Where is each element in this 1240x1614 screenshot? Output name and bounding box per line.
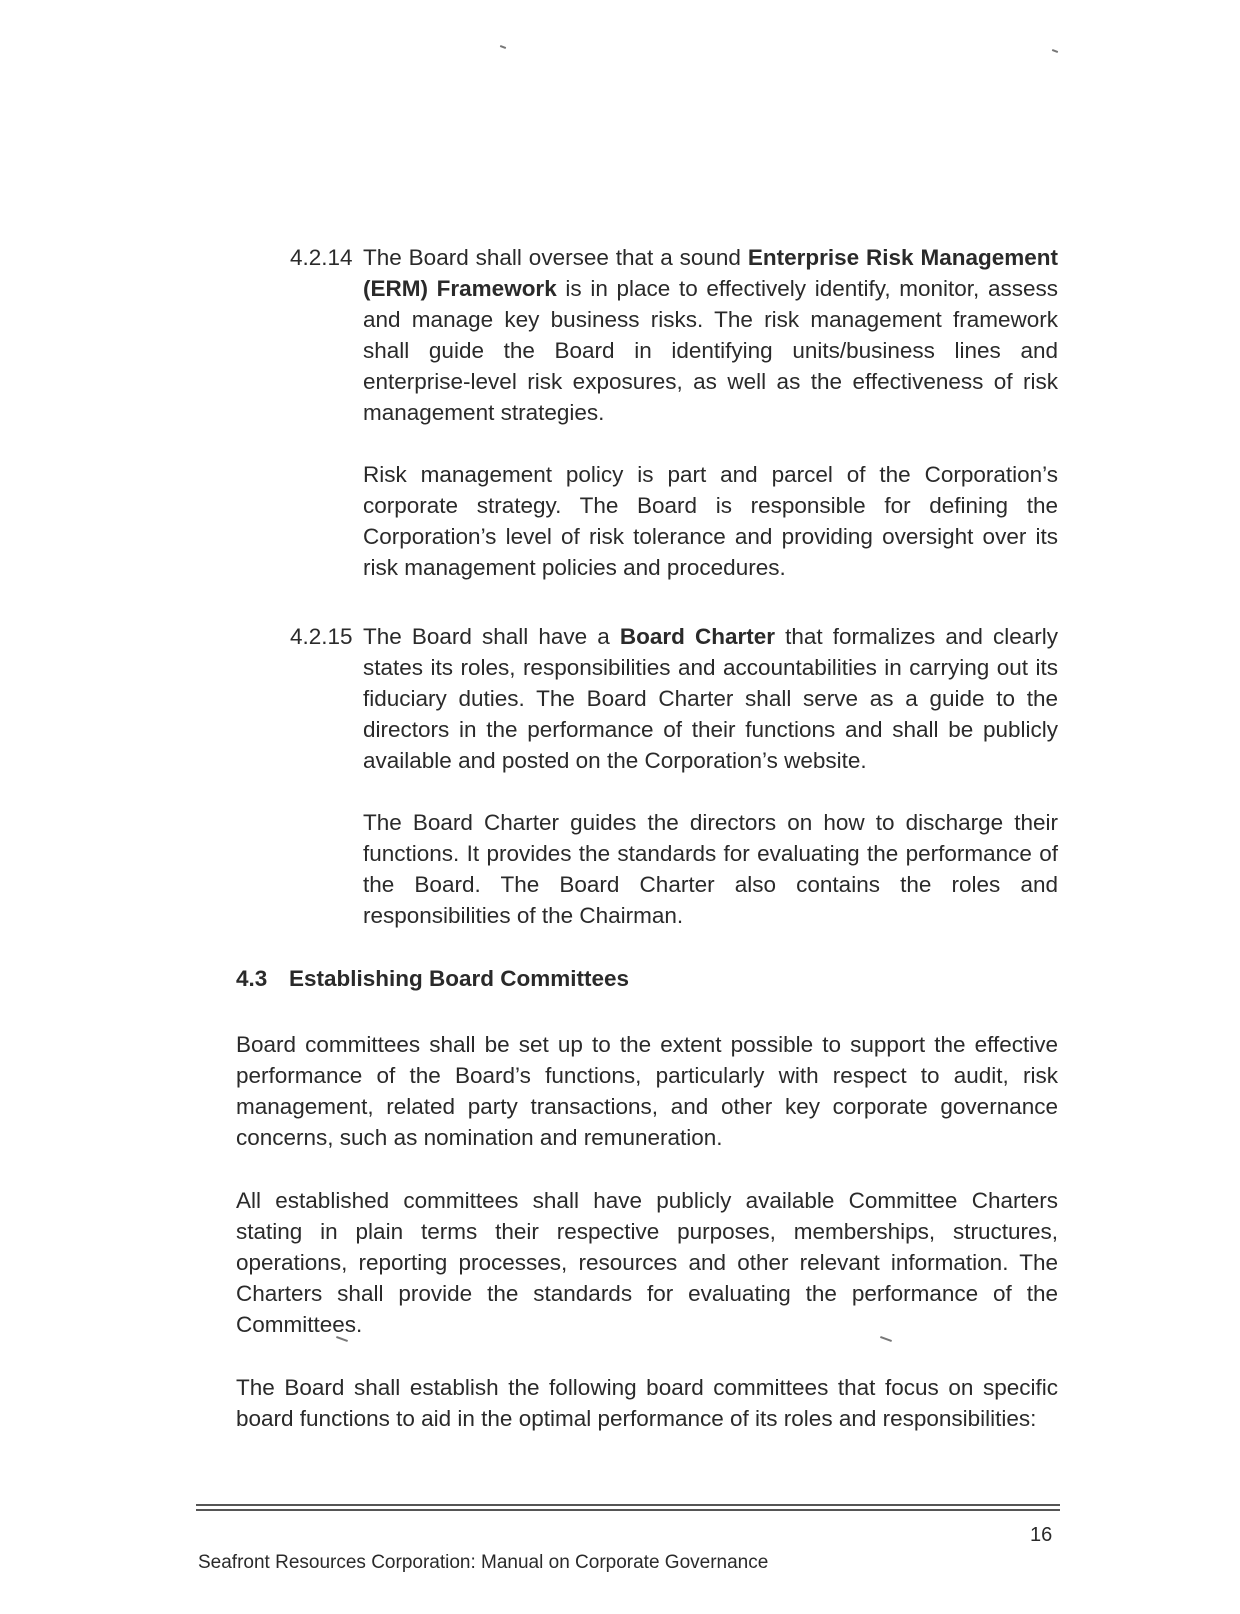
clause-bold-term: Board Charter — [619, 624, 775, 649]
footer-rule — [196, 1509, 1060, 1511]
footer-rule — [196, 1504, 1060, 1506]
section-number: 4.3 — [236, 966, 268, 991]
body-paragraph: Board committees shall be set up to the extent possible to support the effective performance of the Board’s functions, particularly with respect to audit, risk management, related party transactions, and other key corporate governance concerns, such as nomination and remuneration. — [236, 1032, 1058, 1150]
section-title: Establishing Board Committees — [289, 966, 630, 991]
clause-bold-term: Enterprise Risk Management (ERM) Framework — [363, 245, 1058, 301]
clause-paragraph-2: The Board Charter guides the directors on how to discharge their functions. It provides the standards for evaluating the performance of the Board. The Board Charter also contains the roles and responsibilities of the Chairman. — [363, 810, 1058, 928]
clause-number: 4.2.14 — [290, 245, 353, 270]
section-heading — [236, 966, 629, 992]
clause-text: is in place to effectively identify, monitor, assess and manage key business risks. The risk management framework shall guide the Board in identifying units/business lines and enterprise-level risk exposures, as well as the effectiveness of risk management strategies. — [363, 276, 1058, 425]
clause-4-2-15 — [290, 621, 1058, 931]
clause-paragraph-2: Risk management policy is part and parcel of the Corporation’s corporate strategy. The Board is responsible for defining the Corporation’s level of risk tolerance and providing oversight over its risk management policies and procedures. — [363, 462, 1058, 580]
body-paragraph: The Board shall establish the following board committees that focus on specific board functions to aid in the optimal performance of its roles and responsibilities: — [236, 1375, 1058, 1431]
clause-text: that formalizes and clearly states its roles, responsibilities and accountabilities in carrying out its fiduciary duties. The Board Charter shall serve as a guide to the directors in the performance of their functions and shall be publicly available and posted on the Corporation’s website. — [363, 624, 1058, 773]
clause-4-2-14 — [290, 242, 1058, 583]
scan-speck — [500, 45, 506, 49]
clause-paragraph — [363, 621, 1058, 776]
scan-speck — [1052, 49, 1058, 53]
body-paragraph: All established committees shall have publicly available Committee Charters stating in plain terms their respective purposes, memberships, structures, operations, reporting processes, resources and other relevant information. The Charters shall provide the standards for evaluating the performance of the Committees. — [236, 1188, 1058, 1337]
clause-number: 4.2.15 — [290, 624, 353, 649]
clause-text: The Board shall oversee that a sound — [363, 245, 748, 270]
page-number: 16 — [1030, 1524, 1053, 1546]
clause-text: The Board shall have a — [363, 624, 620, 649]
clause-paragraph — [363, 242, 1058, 428]
footer-text: Seafront Resources Corporation: Manual on Corporate Governance — [198, 1552, 769, 1573]
